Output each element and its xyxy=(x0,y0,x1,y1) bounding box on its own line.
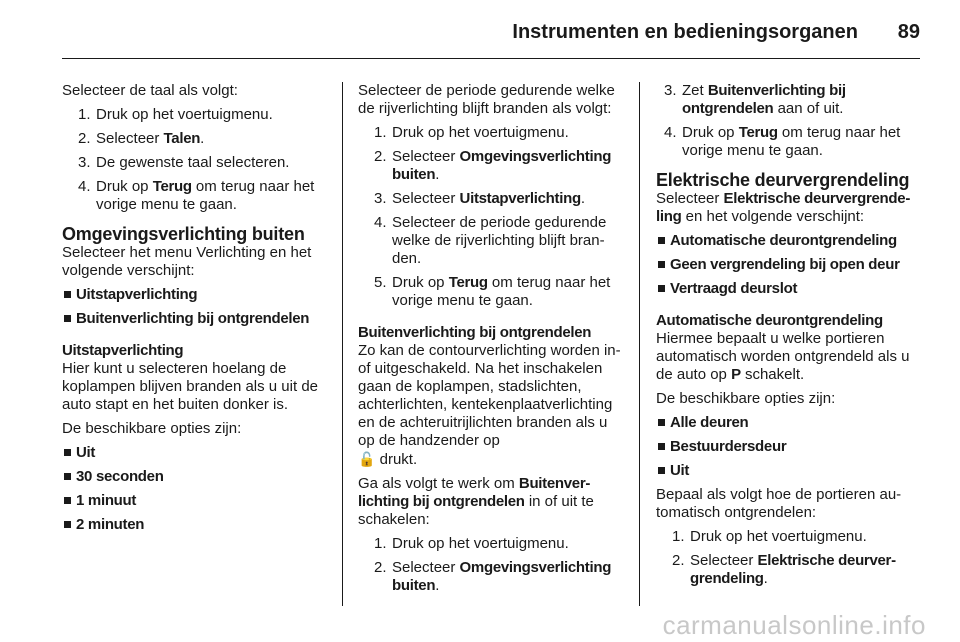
page-title: Instrumenten en bedieningsorganen xyxy=(512,21,858,43)
list-item: 3. Zet Buitenverlichting bij ontgrendelen aan of uit. xyxy=(664,82,846,117)
list-item: 4. Druk op Terug om terug naar het vorige menu te gaan. xyxy=(664,124,901,159)
list-item: 2. Selecteer Talen. xyxy=(78,130,205,147)
list-item: 2. Selecteer Omgevingsverlichting buiten. xyxy=(374,148,612,183)
step-list xyxy=(358,535,626,595)
body-text: De beschikbare opties zijn: xyxy=(62,420,242,437)
list-item: 5. Druk op Terug om terug naar het vorige menu te gaan. xyxy=(374,274,611,309)
list-item: Vertraagd deurslot xyxy=(656,280,922,298)
body-text: Hier kunt u selecteren hoelang de koplampen blijven branden als u uit de auto stapt en het buiten donker is. xyxy=(62,360,319,413)
list-item: Bestuurdersdeur xyxy=(656,438,922,456)
list-item: 1. Druk op het voertuigmenu. xyxy=(374,535,569,552)
intro-text: Selecteer de periode gedurende welke de rijverlichting blijft branden als volgt: xyxy=(358,82,615,117)
body-text: De beschikbare opties zijn: xyxy=(656,390,836,407)
body-text: Selecteer het menu Verlichting en het volgende verschijnt: xyxy=(62,244,312,279)
column-divider xyxy=(639,82,640,606)
sub-heading: Uitstapverlichting xyxy=(62,342,184,359)
list-item: Geen vergrendeling bij open deur xyxy=(656,256,922,274)
list-item: 2 minuten xyxy=(62,516,328,534)
header-rule xyxy=(62,58,920,59)
list-item: Alle deuren xyxy=(656,414,922,432)
list-item: 1. Druk op het voertuigmenu. xyxy=(374,124,569,141)
step-list xyxy=(656,82,922,160)
step-list xyxy=(358,124,626,310)
list-item: 30 seconden xyxy=(62,468,328,486)
option-list xyxy=(656,414,922,480)
body-text: Selecteer Elektrische deurvergrendeling en het volgende verschijnt: xyxy=(656,190,911,225)
column-divider xyxy=(342,82,343,606)
column-2 xyxy=(358,82,626,601)
column-3 xyxy=(656,82,922,594)
section-heading: Omgevingsverlichting buiten xyxy=(62,224,305,244)
body-text: Ga als volgt te werk om Buitenverlichting bij ontgrendelen in of uit te schakelen: xyxy=(358,475,594,528)
body-text: Hiermee bepaalt u welke portieren automatisch worden ontgrendeld als u de auto op P schakelt. xyxy=(656,330,910,383)
menu-list xyxy=(656,232,922,298)
list-item: Buitenverlichting bij ontgrendelen xyxy=(62,310,328,328)
list-item: Uitstapverlichting xyxy=(62,286,328,304)
list-item: 1 minuut xyxy=(62,492,328,510)
watermark: carmanualsonline.info xyxy=(662,610,926,640)
step-list xyxy=(62,106,328,214)
step-list xyxy=(656,528,922,588)
page-number: 89 xyxy=(897,21,920,43)
list-item: 3. De gewenste taal selecteren. xyxy=(78,154,290,171)
list-item: 3. Selecteer Uitstapverlichting. xyxy=(374,190,586,207)
list-item: Automatische deurontgrendeling xyxy=(656,232,922,250)
sub-heading: Buitenverlichting bij ontgrendelen xyxy=(358,324,592,341)
body-text: Zo kan de contourverlichting worden in- of uitgeschakeld. Na het inschakelen gaan de koplampen, stadslichten, achterlichten, kentekenplaatverlichting en de achteruitrijlichten branden als u op de handzender op 🔓 drukt. xyxy=(358,342,621,468)
list-item: Uit xyxy=(62,444,328,462)
section-heading: Elektrische deurvergrendeling xyxy=(656,170,910,190)
list-item: 2. Selecteer Omgevingsverlichting buiten. xyxy=(374,559,612,594)
unlock-icon: 🔓 xyxy=(358,451,376,467)
option-list xyxy=(62,444,328,534)
list-item: 1. Druk op het voertuigmenu. xyxy=(78,106,273,123)
column-1 xyxy=(62,82,328,540)
menu-list xyxy=(62,286,328,328)
sub-heading: Automatische deurontgrendeling xyxy=(656,312,883,329)
list-item: 4. Selecteer de periode gedurende welke de rijverlichting blijft branden. xyxy=(374,214,607,267)
page-header xyxy=(62,20,920,46)
list-item: 1. Druk op het voertuigmenu. xyxy=(672,528,867,545)
list-item: 4. Druk op Terug om terug naar het vorige menu te gaan. xyxy=(78,178,315,213)
list-item: Uit xyxy=(656,462,922,480)
intro-text: Selecteer de taal als volgt: xyxy=(62,82,238,99)
list-item: 2. Selecteer Elektrische deurvergrendeling. xyxy=(672,552,897,587)
body-text: Bepaal als volgt hoe de portieren automatisch ontgrendelen: xyxy=(656,486,902,521)
